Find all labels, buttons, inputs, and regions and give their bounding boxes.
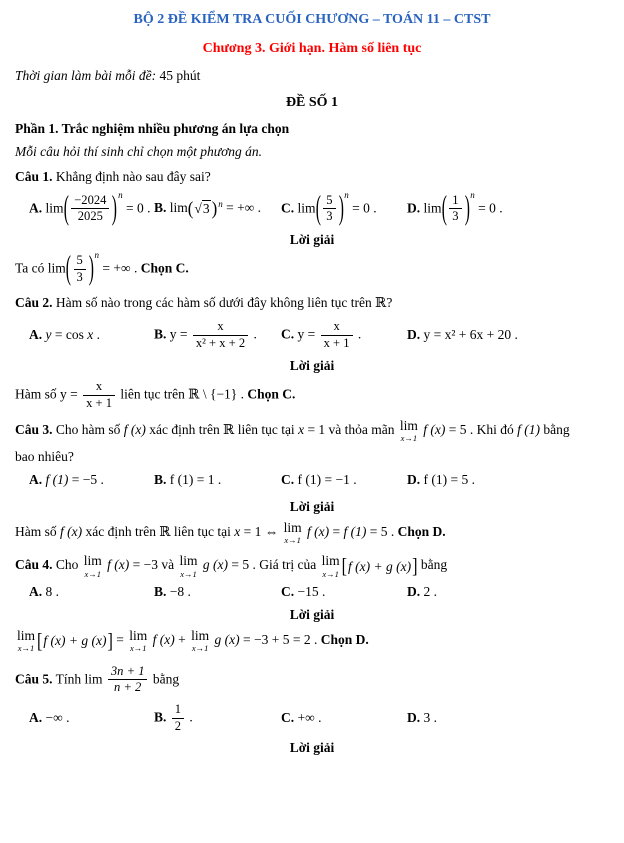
question-1-stem [15,168,609,186]
document-title: BỘ 2 ĐỀ KIỂM TRA CUỐI CHƯƠNG – TOÁN 11 – CTST [133,12,491,27]
text-run: Cho hàm số [52,421,124,437]
chapter-subtitle: Chương 3. Giới hạn. Hàm số liên tục [202,41,422,56]
text-run: bằng [417,557,448,573]
paren-group [187,196,223,219]
text-run: 2 . [420,584,437,600]
text-run: . [186,709,193,725]
numerator [193,319,248,336]
text-run: = −3 + 5 = 2 . [239,631,321,647]
open-paren: ( [63,189,69,228]
text-run [166,709,169,724]
solution-heading-5: Lời giải [289,739,335,755]
solution-1 [15,249,609,288]
question-5-option-a [29,710,154,727]
limit-word: lim [283,519,302,535]
fraction [83,379,115,411]
text-run: = +∞ . [222,200,262,216]
text-run: lim [294,199,316,215]
close-paren: ) [338,189,344,228]
text-run: bằng [540,421,570,437]
solution-heading-2: Lời giải [289,358,335,374]
text-run: = +∞ . [99,260,141,276]
text-run: x + 1 [323,335,350,350]
text-run: B. [154,584,167,600]
close-paren: ) [464,189,470,228]
text-run: = 0 . [474,199,503,215]
solution-2 [15,378,609,412]
question-5-stem [15,663,609,697]
text-run: C. [281,326,295,342]
numerator [71,193,109,210]
exponent: n [218,198,223,209]
text-run: Chọn D. [320,631,369,647]
paren-content [71,252,89,286]
paren-group [65,249,100,288]
numerator [449,193,461,210]
question-3-option-a [29,472,154,489]
text-run: −2024 [74,192,107,207]
bracket-group [37,629,113,653]
text-run: x + 1 [86,396,113,411]
limit-word: lim [179,553,198,569]
question-2-option-a [29,327,154,344]
part1-note: Mỗi câu hỏi thí sinh chỉ chọn một phương án. [15,144,263,159]
open-paren: ( [187,196,194,219]
text-run: B. [154,200,167,216]
text-run: f (x) [60,523,83,539]
text-run: g (x) [202,557,229,573]
paren-content [446,192,464,226]
numerator [83,379,115,396]
limit-word: lim [321,553,340,569]
open-paren: ( [441,189,447,228]
bracket-content [42,632,107,650]
text-run: B. [154,326,167,342]
exam-number: ĐỀ SỐ 1 [285,95,339,110]
question-4-stem [15,554,609,578]
close-bracket: ] [107,629,113,653]
numerator [172,702,184,719]
text-run: y = [294,326,319,342]
text-run: f (x) [423,421,446,437]
limit-operator [17,629,35,653]
open-paren: ( [315,189,321,228]
text-run: = 1 ⇔ [240,523,282,539]
text-run: lim [420,199,442,215]
question-3-option-b [154,472,281,489]
text-run: Tính lim [52,671,106,686]
text-run: 2 [174,718,182,733]
denominator [321,336,353,352]
question-4-option-b [154,584,281,601]
text-run: n + 2 [114,680,142,695]
text-run: = [329,523,344,539]
exponent: n [94,249,100,260]
text-run: xác định trên ℝ liên tục tại [145,421,299,437]
exponent: n [470,189,475,200]
text-run: f (1) = 1 . [166,471,222,487]
denominator [449,209,461,225]
limit-subscript: x→1 [84,568,102,579]
denominator [172,719,184,735]
limit-subscript: x→1 [284,534,301,545]
paren-content [193,201,211,218]
limit-operator [191,629,209,653]
text-run: A. [29,199,43,215]
limit-word: lim [83,553,102,569]
limit-operator [180,554,198,578]
close-bracket: ] [412,554,418,578]
text-run: = 1 và thỏa mãn [304,421,398,437]
text-run: = 5 . Khi đó [445,421,518,437]
text-run: x² + x + 2 [195,335,246,350]
text-run: = −5 . [68,471,104,487]
question-5-options [29,701,609,735]
limit-subscript: x→1 [400,432,418,443]
text-run: Chọn C. [247,386,296,402]
text-run: x [298,421,305,437]
limit-operator [84,554,102,578]
text-run: 1 [452,192,459,207]
numerator [323,193,335,210]
text-run: +∞ . [294,709,322,725]
text-run: C. [281,471,295,487]
open-bracket: [ [37,629,43,653]
solution-heading-1: Lời giải [289,231,335,247]
question-2-stem [15,294,609,312]
paren-group [441,189,475,228]
text-run: 3 . [420,709,437,725]
text-run: xác định trên ℝ liên tục tại [82,523,235,539]
open-paren: ( [65,250,71,288]
question-1-option-b [154,196,281,219]
text-run: = [112,631,128,647]
text-run: x [95,379,103,394]
text-run: A. [29,471,43,487]
text-run: −8 . [166,584,191,600]
question-3-option-c [281,472,407,489]
text-run: . [250,326,257,342]
bracket-group [341,554,418,578]
limit-operator [129,629,147,653]
text-run: f (1) [45,471,69,487]
paren-content [68,192,112,226]
exponent: n [118,189,123,200]
text-run: −15 . [294,584,326,600]
text-run: A. [29,326,43,342]
text-run: A. [29,709,43,725]
text-run: D. [407,471,421,487]
text-run: g (x) [214,631,240,647]
text-run: 1 [174,702,182,717]
text-run: x [333,318,340,333]
text-run: C. [281,584,295,600]
time-value: 45 phút [156,68,201,83]
text-run: f (x) [107,557,130,573]
fraction [71,193,109,225]
limit-subscript: x→1 [322,568,339,579]
text-run: = 0 . [348,199,377,215]
numerator [108,664,148,681]
text-run: D. [407,326,421,342]
text-run: Câu 2. [15,295,53,311]
text-run: D. [407,709,421,725]
text-run: 5 [76,252,83,267]
text-run: Cho [52,557,82,573]
text-run: D. [407,584,421,600]
text-run: x [83,326,94,342]
question-4-options [29,584,609,601]
question-3-option-d [407,472,609,489]
text-run: D. [407,199,421,215]
text-run: A. [29,584,43,600]
text-run: bao nhiêu? [15,449,74,465]
text-run: C. [281,199,295,215]
text-run: 3 [326,209,333,224]
text-run: Hàm số [15,523,60,539]
limit-operator [284,521,302,545]
question-2-options [29,318,609,352]
text-run: B. [154,709,167,725]
exponent: n [344,189,349,200]
paren-group [63,189,123,228]
text-run: Câu 1. [15,169,53,184]
fraction [108,664,148,696]
text-run: + [174,631,190,647]
text-run: −∞ . [42,709,70,725]
text-run: = 5 . [366,523,398,539]
text-run: lim [42,199,64,215]
close-paren: ) [88,250,94,288]
fraction [449,193,461,225]
text-run: Chọn D. [397,523,446,539]
denominator [83,396,115,412]
text-run: Câu 3. [15,421,53,437]
text-run: Câu 5. [15,671,53,686]
text-run: lim [166,200,188,216]
limit-subscript: x→1 [129,643,147,654]
text-run: f (1) [517,421,541,437]
question-1-option-a [29,189,154,228]
text-run: x [217,318,224,333]
solution-4 [15,629,609,653]
question-3-options [29,472,609,489]
question-2-option-d [407,327,609,344]
question-2-option-c [281,318,407,352]
text-run: y = [166,326,191,342]
denominator [108,680,148,696]
text-run: f (x) + g (x) [348,558,412,574]
part1-heading: Phần 1. Trắc nghiệm nhiều phương án lựa chọn [15,121,290,136]
text-run: f (1) [343,523,367,539]
text-run: . [354,326,362,342]
question-5-option-c [281,710,407,727]
text-run: Chọn C. [140,260,189,276]
text-run: bằng [149,671,180,686]
paren-content [320,192,338,226]
text-run: y [45,326,52,342]
numerator [321,319,353,336]
text-run: C. [281,709,295,725]
fraction [321,319,353,351]
question-5-option-b [154,701,281,735]
limit-word: lim [129,628,148,644]
text-run: 3 [452,209,459,224]
question-3-stem-continued [15,448,609,466]
solution-3 [15,521,609,545]
numerator [74,253,86,270]
fraction [323,193,335,225]
text-run: x [234,523,241,539]
text-run: Khẳng định nào sau đây sai? [52,169,211,184]
question-5-option-d [407,710,609,727]
text-run: Hàm số y = [15,386,82,402]
text-run: B. [154,471,167,487]
question-1-option-d [407,189,609,228]
question-4-option-a [29,584,154,601]
limit-operator [400,419,418,443]
denominator [74,270,86,286]
radicand: 3 [202,200,210,216]
text-run: = cos [51,326,84,342]
time-label: Thời gian làm bài mỗi đề: [15,68,157,83]
limit-subscript: x→1 [17,643,35,654]
text-run: 3n + 1 [110,663,145,678]
text-run: f (1) = −1 . [294,471,357,487]
open-bracket: [ [341,554,348,578]
fraction [193,319,248,351]
limit-word: lim [191,628,210,644]
text-run: 3 [76,269,83,284]
text-run: 2025 [77,209,103,224]
text-run: f (x) [123,421,146,437]
text-run: f (x) [307,523,330,539]
text-run: . [93,326,100,342]
text-run: Hàm số nào trong các hàm số dưới đây không liên tục trên ℝ? [52,295,393,311]
close-paren: ) [112,189,118,228]
question-4-option-d [407,584,609,601]
close-paren: ) [211,196,218,219]
square-root: √3 [194,200,210,216]
limit-subscript: x→1 [191,643,209,654]
solution-heading-4: Lời giải [289,607,335,623]
text-run: = −3 và [129,557,178,573]
limit-word: lim [17,628,36,644]
denominator [193,336,248,352]
text-run: y = x² + 6x + 20 . [420,326,518,342]
bracket-content [347,558,412,576]
text-run: f (x) + g (x) [43,633,107,649]
denominator [323,209,335,225]
limit-subscript: x→1 [180,568,197,579]
text-run: liên tục trên ℝ \ {−1} . [117,386,248,402]
fraction [74,253,86,285]
question-2-option-b [154,318,281,352]
question-1-options [29,189,609,228]
denominator [71,209,109,225]
solution-heading-3: Lời giải [289,498,335,514]
fraction [172,702,184,734]
paren-group [315,189,349,228]
text-run: Ta có lim [15,260,66,276]
question-4-option-c [281,584,407,601]
question-3-stem [15,419,609,443]
limit-word: lim [399,417,418,433]
time-info [15,68,609,84]
text-run: = 0 . [122,199,151,215]
text-run: Câu 4. [15,557,53,573]
limit-operator [322,554,340,578]
text-run: f (1) = 5 . [420,471,475,487]
text-run: 8 . [42,584,59,600]
text-run: 5 [326,192,333,207]
question-1-option-c [281,189,407,228]
text-run: = 5 . Giá trị của [228,557,320,573]
text-run: f (x) [152,631,175,647]
